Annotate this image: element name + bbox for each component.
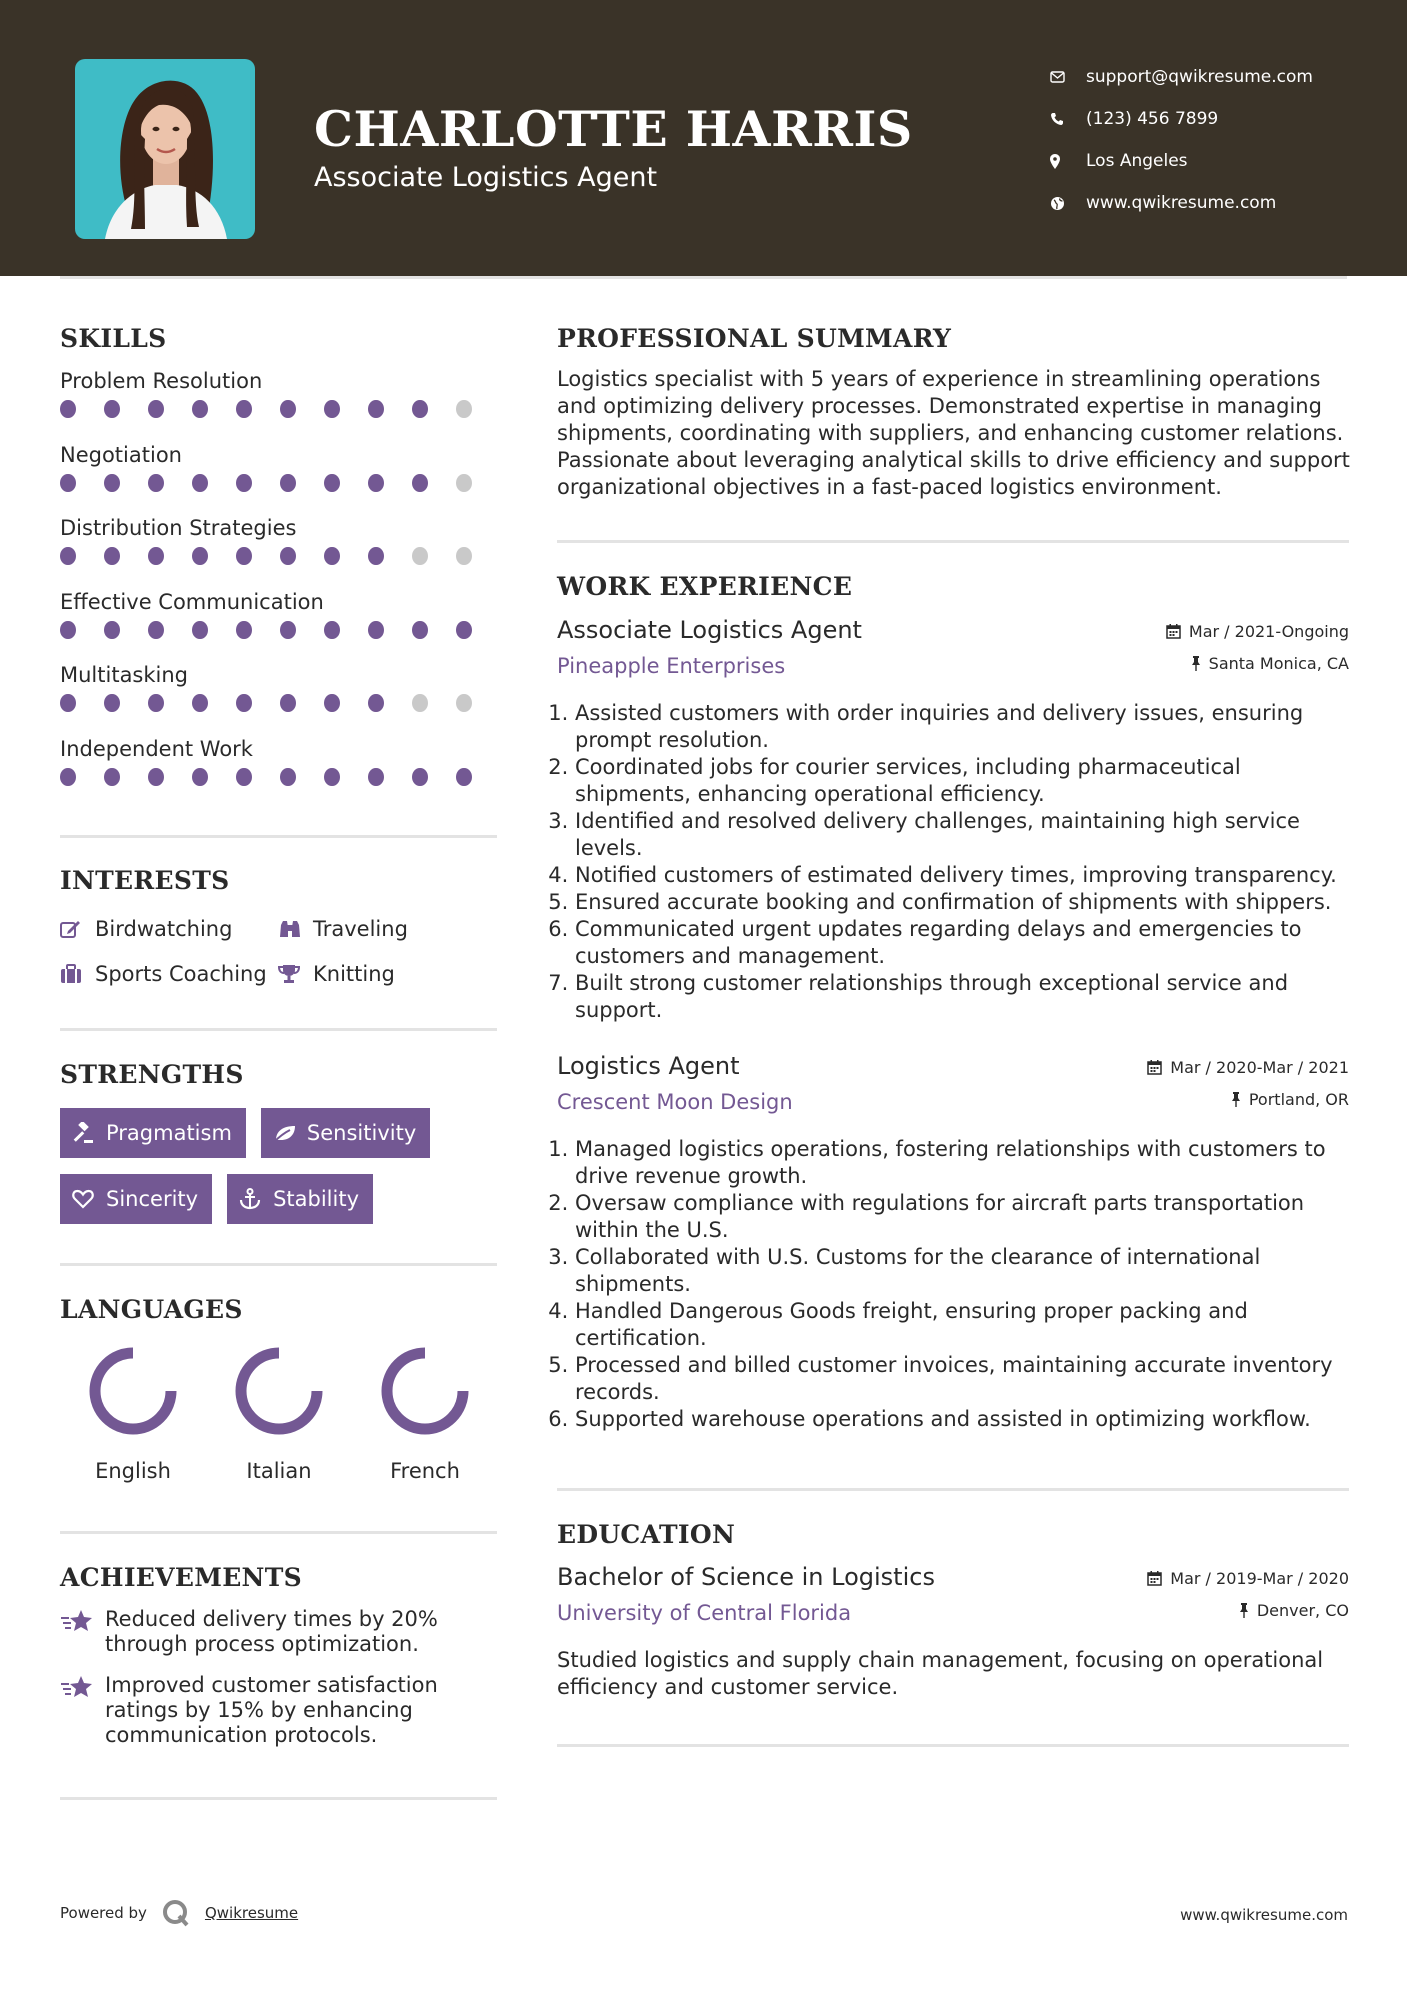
contact-website-text: www.qwikresume.com (1086, 193, 1277, 213)
qwikresume-logo-icon (161, 1898, 191, 1928)
skill-dot (280, 474, 296, 492)
header-divider (60, 276, 1347, 279)
job-location: Portland, OR (1231, 1090, 1349, 1109)
duty-item: 1. Assisted customers with order inquiries and delivery issues, ensuring prompt resolution. (575, 700, 1349, 754)
skill-name: Negotiation (60, 442, 182, 467)
skill-dot (368, 400, 384, 418)
skill-dot (60, 400, 76, 418)
strengths-heading: STRENGTHS (60, 1060, 244, 1089)
skill-dot (324, 547, 340, 565)
languages-list (60, 1345, 498, 1483)
skill-dot (368, 768, 384, 786)
job-title: Associate Logistics Agent (557, 616, 862, 644)
skill-rating (60, 547, 500, 565)
duty-item: 3. Collaborated with U.S. Customs for the clearance of international shipments. (575, 1244, 1349, 1298)
skill-dot (280, 547, 296, 565)
divider (60, 1028, 497, 1031)
divider (60, 1531, 497, 1534)
summary-heading: PROFESSIONAL SUMMARY (557, 324, 952, 353)
duty-item: 6. Supported warehouse operations and assisted in optimizing workflow. (575, 1406, 1349, 1433)
contact-phone[interactable] (1050, 98, 1313, 140)
interests-list (60, 906, 510, 996)
footer-url[interactable]: www.qwikresume.com (1180, 1906, 1348, 1924)
job-company: Crescent Moon Design (557, 1090, 793, 1114)
education-description: Studied logistics and supply chain management, focusing on operational efficiency and customer service. (557, 1648, 1324, 1699)
trophy-icon (278, 964, 313, 984)
duty-item: 4. Handled Dangerous Goods freight, ensuring proper packing and certification. (575, 1298, 1349, 1352)
skill-dot (192, 768, 208, 786)
skill-dot (192, 621, 208, 639)
skill-dot (104, 400, 120, 418)
contact-location-text: Los Angeles (1086, 151, 1188, 171)
skill-rating (60, 474, 500, 492)
skill-dot (412, 400, 428, 418)
skill-item (60, 587, 500, 661)
powered-by-label: Powered by (60, 1904, 147, 1922)
skill-dot (192, 400, 208, 418)
skill-dot (324, 400, 340, 418)
qwikresume-link[interactable]: Qwikresume (204, 1904, 299, 1922)
skill-dot (412, 621, 428, 639)
skill-dot (148, 694, 164, 712)
skill-dot (60, 768, 76, 786)
job-duties (557, 700, 1349, 1024)
calendar-icon (1147, 1060, 1162, 1075)
skill-dot (368, 694, 384, 712)
contact-phone-text: (123) 456 7899 (1086, 109, 1219, 129)
language-level-arc (95, 1353, 171, 1429)
skill-dot (456, 768, 472, 786)
skill-dot (412, 694, 428, 712)
skill-dot (236, 694, 252, 712)
star-icon (60, 1607, 105, 1657)
strength-tag: Stability (227, 1174, 373, 1224)
degree: Bachelor of Science in Logistics (557, 1563, 935, 1591)
skill-dot (192, 474, 208, 492)
job-entry (557, 616, 1349, 1024)
globe-icon (1050, 196, 1086, 211)
skill-dot (60, 547, 76, 565)
language-name: Italian (246, 1459, 312, 1483)
language-name: English (95, 1459, 171, 1483)
contact-website[interactable] (1050, 182, 1313, 224)
calendar-icon (1166, 624, 1181, 639)
binoculars-icon (278, 919, 313, 939)
interests-heading: INTERESTS (60, 866, 230, 895)
achievement-item: Improved customer satisfaction ratings by 15% by enhancing communication protocols. (60, 1673, 500, 1748)
skill-item (60, 366, 500, 440)
interest-item: Birdwatching (60, 917, 278, 941)
job-date: Mar / 2020-Mar / 2021 (1147, 1058, 1349, 1077)
skill-dot (104, 768, 120, 786)
language-item (352, 1345, 498, 1483)
skill-name: Problem Resolution (60, 369, 263, 393)
skills-heading: SKILLS (60, 324, 167, 353)
skill-dot (324, 768, 340, 786)
education-heading: EDUCATION (557, 1520, 736, 1549)
contact-list (1050, 56, 1313, 224)
skill-dot (104, 621, 120, 639)
anchor-icon (239, 1188, 273, 1210)
resume-header (0, 0, 1407, 276)
job-duties (557, 1136, 1349, 1433)
duty-item: 1. Managed logistics operations, fostering relationships with customers to drive revenue growth. (575, 1136, 1349, 1190)
gavel-icon (72, 1122, 106, 1144)
skill-dot (368, 621, 384, 639)
calendar-icon (1147, 1571, 1162, 1586)
skill-dot (456, 621, 472, 639)
duty-item: 3. Identified and resolved delivery challenges, maintaining high service levels. (575, 808, 1349, 862)
duty-item: 5. Ensured accurate booking and confirmation of shipments with shippers. (575, 889, 1349, 916)
duty-item: 7. Built strong customer relationships through exceptional service and support. (575, 970, 1349, 1024)
leaf-icon (273, 1123, 307, 1143)
language-item (60, 1345, 206, 1483)
heart-icon (72, 1189, 106, 1209)
job-date: Mar / 2021-Ongoing (1166, 622, 1349, 641)
interest-item: Traveling (278, 917, 408, 941)
language-ring (379, 1345, 471, 1437)
skill-rating (60, 694, 500, 712)
skill-dot (236, 474, 252, 492)
skill-dot (412, 547, 428, 565)
skill-rating (60, 768, 500, 786)
language-ring (87, 1345, 179, 1437)
divider (557, 1744, 1349, 1747)
phone-icon (1050, 112, 1086, 126)
candidate-name: CHARLOTTE HARRIS (314, 100, 913, 158)
skill-dot (324, 474, 340, 492)
skill-dot (280, 694, 296, 712)
skill-dot (368, 474, 384, 492)
achievements-list (60, 1607, 500, 1764)
duty-item: 6. Communicated urgent updates regarding delays and emergencies to customers and management. (575, 916, 1349, 970)
map-pin-icon (1050, 154, 1086, 169)
skill-item (60, 440, 500, 514)
skill-dot (192, 547, 208, 565)
job-location: Santa Monica, CA (1191, 654, 1349, 673)
skill-dot (324, 694, 340, 712)
divider (60, 1797, 497, 1800)
experience-heading: WORK EXPERIENCE (557, 572, 853, 601)
skill-dot (148, 474, 164, 492)
strength-tag: Sensitivity (261, 1108, 430, 1158)
pin-icon (1231, 1092, 1241, 1107)
divider (60, 1263, 497, 1266)
skill-dot (456, 694, 472, 712)
strength-tag: Sincerity (60, 1174, 212, 1224)
envelope-icon (1050, 71, 1086, 83)
contact-email[interactable] (1050, 56, 1313, 98)
pin-icon (1191, 656, 1201, 671)
language-level-arc (241, 1353, 317, 1429)
skill-item (60, 513, 500, 587)
skill-dot (368, 547, 384, 565)
skill-dot (60, 621, 76, 639)
skill-dot (148, 400, 164, 418)
skill-name: Distribution Strategies (60, 516, 297, 540)
skill-dot (324, 621, 340, 639)
education-date: Mar / 2019-Mar / 2020 (1147, 1569, 1349, 1588)
strengths-list (60, 1108, 510, 1240)
skill-rating (60, 400, 500, 418)
language-level-arc (387, 1353, 463, 1429)
summary-text: Logistics specialist with 5 years of experience in streamlining operations and optimizing delivery processes. Demonstrated expertise in managing shipments, coordinating with suppliers, and enhancing customer relations. Passionate about leveraging analytical skills to drive efficiency and support organizational objectives in a fast-paced logistics environment. (557, 367, 1350, 499)
edit-icon (60, 919, 95, 939)
skills-list (60, 366, 500, 807)
divider (557, 540, 1349, 543)
candidate-title: Associate Logistics Agent (314, 162, 658, 193)
skill-dot (104, 547, 120, 565)
job-company: Pineapple Enterprises (557, 654, 786, 678)
skill-dot (236, 621, 252, 639)
skill-dot (280, 400, 296, 418)
duty-item: 2. Coordinated jobs for courier services, including pharmaceutical shipments, enhancing operational efficiency. (575, 754, 1349, 808)
contact-email-text: support@qwikresume.com (1086, 67, 1313, 87)
profile-photo (75, 59, 255, 239)
pin-icon (1239, 1603, 1249, 1618)
skill-dot (192, 694, 208, 712)
star-icon (60, 1673, 105, 1748)
contact-location (1050, 140, 1313, 182)
skill-dot (148, 547, 164, 565)
education-entry (557, 1563, 1349, 1701)
skill-dot (456, 547, 472, 565)
divider (557, 1488, 1349, 1491)
duty-item: 5. Processed and billed customer invoices, maintaining accurate inventory records. (575, 1352, 1349, 1406)
interest-item: Knitting (278, 962, 395, 986)
language-item (206, 1345, 352, 1483)
achievements-heading: ACHIEVEMENTS (60, 1563, 302, 1592)
job-title: Logistics Agent (557, 1052, 740, 1080)
skill-dot (412, 768, 428, 786)
skill-dot (104, 694, 120, 712)
divider (60, 835, 497, 838)
skill-dot (280, 621, 296, 639)
briefcase-icon (60, 964, 95, 984)
skill-dot (412, 474, 428, 492)
achievement-item: Reduced delivery times by 20% through process optimization. (60, 1607, 500, 1657)
duty-item: 4. Notified customers of estimated delivery times, improving transparency. (575, 862, 1349, 889)
skill-dot (148, 768, 164, 786)
skill-dot (236, 547, 252, 565)
skill-dot (456, 400, 472, 418)
skill-dot (148, 621, 164, 639)
skill-name: Multitasking (60, 663, 189, 687)
skill-dot (236, 400, 252, 418)
school: University of Central Florida (557, 1601, 852, 1625)
duty-item: 2. Oversaw compliance with regulations for aircraft parts transportation within the U.S. (575, 1190, 1349, 1244)
language-name: French (390, 1459, 460, 1483)
languages-heading: LANGUAGES (60, 1295, 243, 1324)
powered-by (60, 1898, 298, 1928)
job-entry (557, 1052, 1349, 1433)
language-ring (233, 1345, 325, 1437)
skill-rating (60, 621, 500, 639)
skill-dot (60, 474, 76, 492)
skill-dot (104, 474, 120, 492)
skill-dot (456, 474, 472, 492)
skill-name: Independent Work (60, 736, 253, 761)
interest-item: Sports Coaching (60, 962, 278, 986)
education-location: Denver, CO (1239, 1601, 1349, 1620)
skill-name: Effective Communication (60, 589, 324, 614)
skill-dot (280, 768, 296, 786)
skill-dot (236, 768, 252, 786)
skill-item (60, 734, 500, 808)
skill-item (60, 660, 500, 734)
strength-tag: Pragmatism (60, 1108, 246, 1158)
skill-dot (60, 694, 76, 712)
